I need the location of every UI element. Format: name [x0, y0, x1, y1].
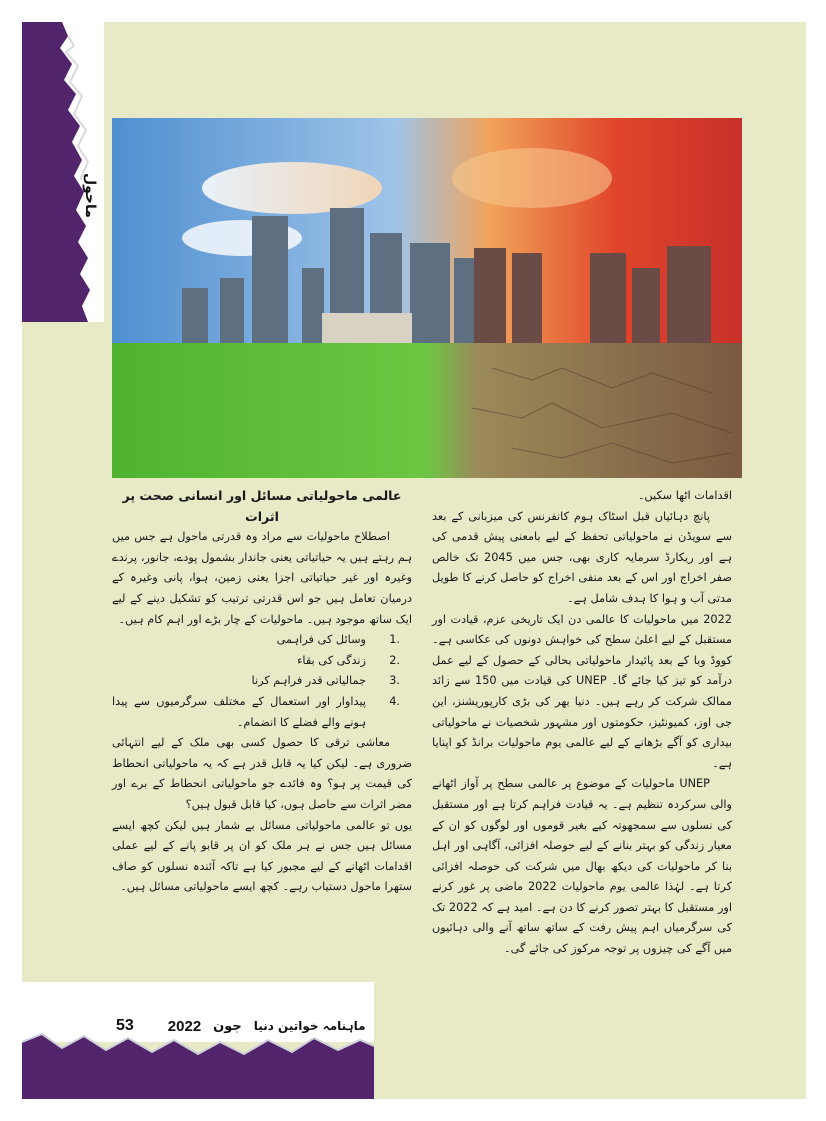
list-text: جمالیاتی قدر فراہم کرنا [251, 674, 366, 688]
paragraph: UNEP ماحولیات کے موضوع پر عالمی سطح پر آواز اٹھانے والی سرکردہ تنظیم ہے۔ یہ قیادت فراہم کرتا ہے اور مستقبل کی نسلوں سے سمجھوتہ کیے بغیر قوموں اور لوگوں کو ان کے معیار زندگی کو بہتر بنانے کے لیے حوصلہ افزائی، آگاہی اور اہل بنا کر ماحولیات کی دیکھ بھال میں شرکت کی حوصلہ افزائی کرتا ہے۔ لہٰذا عالمی یوم ماحولیات 2022 ماضی پر غور کرنے اور مستقبل کا بہتر تصور کرنے کا دن ہے۔ امید ہے کہ 2022 تک کی سرگرمیاں اہم پیش رفت کے ساتھ ساتھ آنے والی دہائیوں میں آگے کی چیزوں پر توجہ مرکوز کی جائے گی۔ [432, 777, 732, 956]
list-number: 3. [389, 674, 400, 688]
list-number: 4. [389, 694, 400, 708]
functions-list [112, 630, 412, 733]
list-item [112, 692, 412, 733]
list-text: وسائل کی فراہمی [276, 633, 366, 647]
page-footer [116, 1012, 376, 1040]
paragraph: اقدامات اٹھا سکیں۔ [637, 489, 732, 502]
issue-year: 2022 [167, 1017, 202, 1035]
list-number: 1. [389, 633, 400, 647]
paragraph: یوں تو عالمی ماحولیاتی مسائل بے شمار ہیں لیکن کچھ ایسے مسائل ہیں جس نے ہر ملک کو ان پر قابو پانے کے لیے عملی اقدامات اٹھانے کے لیے مجبور کیا ہے تاکہ آئندہ نسلوں کو صاف ستھرا ماحول دستیاب رہے۔ کچھ ایسے ماحولیاتی مسائل ہیں۔ [112, 818, 412, 894]
article-column-right [432, 486, 732, 960]
section-heading: عالمی ماحولیاتی مسائل اور انسانی صحت پر اثرات [122, 488, 402, 524]
environment-photo [112, 118, 742, 478]
list-item [112, 630, 412, 651]
list-text: پیداوار اور استعمال کے مختلف سرگرمیوں سے پیدا ہونے والے فضلے کا انضمام۔ [112, 694, 366, 729]
magazine-page [22, 22, 806, 1099]
magazine-name: ماہنامہ خواتین دنیا [253, 1019, 366, 1033]
paragraph: 2022 میں ماحولیات کا عالمی دن ایک تاریخی عزم، قیادت اور مستقبل کے لیے اعلیٰ سطح کی خواہش دونوں کی عکاسی ہے۔ کووڈ وبا کے بعد پائیدار ماحولیاتی بحالی کے حصول کے لیے عمل درآمد کو تیز کیا جائے گا۔ UNEP کی قیادت میں 150 سے زائد ممالک شرکت کر رہے ہیں۔ دنیا بھر کی بڑی کارپوریشنز، این جی اوز، کمیونٹیز، حکومتوں اور مشہور شخصیات نے ماحولیاتی بیداری کو آگے بڑھانے کے لیے عالمی یوم ماحولیات برانڈ کو اپنایا ہے۔ [432, 612, 732, 770]
issue-month: جون [213, 1018, 242, 1034]
article-column-left [112, 486, 412, 898]
paragraph: اصطلاح ماحولیات سے مراد وہ قدرتی ماحول ہے جس میں ہم رہتے ہیں یہ حیاتیاتی یعنی جاندار بشمول پودے، جانور، پرندے وغیرہ اور غیر حیاتیاتی اجزا یعنی زمین، ہوا، پانی وغیرہ کے درمیان تعامل ہیں جو اس قدرتی ترتیب کو تشکیل دینے کے لیے ایک ساتھ موجود ہیں۔ ماحولیات کے چار بڑے اور اہم کام ہیں۔ [112, 530, 412, 626]
list-item [112, 651, 412, 672]
paragraph: معاشی ترقی کا حصول کسی بھی ملک کے لیے انتہائی ضروری ہے۔ لیکن کیا یہ قابل قدر ہے کہ یہ ماحولیاتی انحطاط کی قیمت پر ہو؟ وہ فائدے جو ماحولیاتی انحطاط کے برے اور مضر اثرات سے حاصل ہوں، کیا قابل قبول ہیں؟ [112, 736, 412, 811]
list-text: زندگی کی بقاء [297, 653, 366, 667]
list-number: 2. [389, 653, 400, 667]
side-tab-label: ماحول [82, 172, 98, 218]
paragraph: پانچ دہائیاں قبل اسٹاک ہوم کانفرنس کی میزبانی کے بعد سے سویڈن نے ماحولیاتی تحفظ کے لیے بامعنی پیش قدمی کی ہے اور ریکارڈ سرمایہ کاری بھی، جس میں 2045 تک خالص صفر اخراج اور اس کے بعد منفی اخراج کو حاصل کرنے کا طویل مدتی آب و ہوا کا ہدف شامل ہے۔ [432, 509, 732, 605]
page-number: 53 [116, 1017, 134, 1034]
list-item [112, 671, 412, 692]
decorative-footer-strip [22, 982, 374, 1099]
